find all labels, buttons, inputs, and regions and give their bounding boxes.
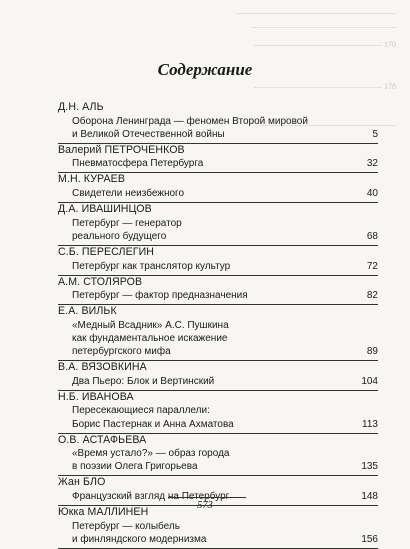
toc-entry-author: Жан БЛО: [58, 476, 106, 489]
toc-entry-page: 5: [372, 128, 378, 140]
toc-entry-work: [58, 260, 378, 273]
toc-entry-work: [58, 157, 378, 170]
toc-entry-author: О.В. АСТАФЬЕВА: [58, 433, 147, 446]
toc-entry[interactable]: [58, 203, 378, 246]
page-title: Содержание: [157, 60, 253, 79]
toc-entry[interactable]: [58, 391, 378, 434]
toc-entry-work: [58, 404, 378, 430]
toc-entry-title: «Медный Всадник» А.С. Пушкина как фундаментальное искажение петербургского мифа: [72, 319, 229, 358]
toc-entry-title: Петербург как транслятор культур: [72, 260, 231, 272]
toc-entry-author: Валерий ПЕТРОЧЕНКОВ: [58, 143, 185, 156]
toc-entry-work: [58, 319, 378, 358]
toc-entry-page: 156: [361, 533, 378, 545]
toc-entry[interactable]: [58, 506, 378, 549]
toc-entry-work: [58, 289, 378, 302]
toc-entry-title: Пересекающиеся параллели: Борис Пастернак и Анна Ахматова: [72, 405, 234, 430]
toc-entry[interactable]: [58, 173, 378, 203]
toc-entry-title: Оборона Ленинграда — феномен Второй мировой и Великой Отечественной войны: [72, 115, 308, 140]
toc-entry-page: 135: [361, 461, 378, 473]
toc-entry[interactable]: [58, 361, 378, 391]
toc-entry-title: Пневматосфера Петербурга: [72, 158, 204, 170]
toc-entry-page: 89: [366, 346, 378, 358]
toc-entry-work: [58, 520, 378, 546]
footer-divider: [168, 497, 246, 498]
toc-entry-page: 148: [361, 491, 378, 503]
toc-entry[interactable]: [58, 434, 378, 477]
toc-entry-work: [58, 217, 378, 243]
toc-entry-author: М.Н. КУРАЕВ: [58, 173, 125, 186]
toc-entry-title: Петербург — фактор предназначения: [72, 290, 248, 302]
toc-entry-author: В.А. ВЯЗОВКИНА: [58, 361, 147, 374]
toc-entry-title: Петербург — генератор реального будущего: [72, 217, 182, 242]
toc-entry-author: С.Б. ПЕРЕСЛЕГИН: [58, 245, 155, 258]
toc-entry-page: 68: [366, 230, 378, 242]
toc-entry-author: А.М. СТОЛЯРОВ: [58, 275, 143, 288]
toc-entry-work: [58, 375, 378, 388]
toc-entry-page: 104: [361, 375, 378, 387]
toc-entry-author: Д.А. ИВАШИНЦОВ: [58, 203, 152, 216]
toc-entry-page: 40: [366, 188, 378, 200]
bleed-through-text: ———————————————————— —————————————————— ———————————————— 170 ———————————————— 178 —————————————————: [236, 8, 396, 129]
toc-list: [58, 101, 378, 549]
toc-entry-author: Е.А. ВИЛЬК: [58, 305, 117, 318]
toc-entry-page: 113: [362, 418, 378, 430]
toc-entry-title: «Время устало?» — образ города в поэзии Олега Григорьева: [72, 448, 230, 473]
toc-entry[interactable]: [58, 144, 378, 174]
toc-entry-author: Д.Н. АЛЬ: [58, 101, 104, 113]
toc-entry-page: 32: [366, 158, 378, 170]
toc-entry-work: [58, 447, 378, 473]
toc-entry-title: Французский взгляд на Петербург: [72, 491, 230, 503]
toc-entry-page: 82: [366, 290, 378, 302]
page-number: 573: [197, 500, 213, 511]
toc-entry-work: [58, 115, 378, 141]
toc-entry-title: Петербург — колыбель и финляндского модернизма: [72, 520, 207, 545]
toc-entry-title: Два Пьеро: Блок и Вертинский: [72, 375, 215, 387]
toc-entry-author: Н.Б. ИВАНОВА: [58, 390, 134, 403]
toc-entry-author: Юкка МАЛЛИНЕН: [58, 506, 149, 519]
toc-entry-page: 72: [366, 260, 378, 272]
toc-entry-title: Свидетели неизбежного: [72, 188, 185, 200]
toc-entry[interactable]: [58, 276, 378, 306]
toc-entry-work: [58, 187, 378, 200]
toc-entry[interactable]: [58, 101, 378, 144]
toc-entry[interactable]: [58, 305, 378, 361]
toc-entry[interactable]: [58, 246, 378, 276]
